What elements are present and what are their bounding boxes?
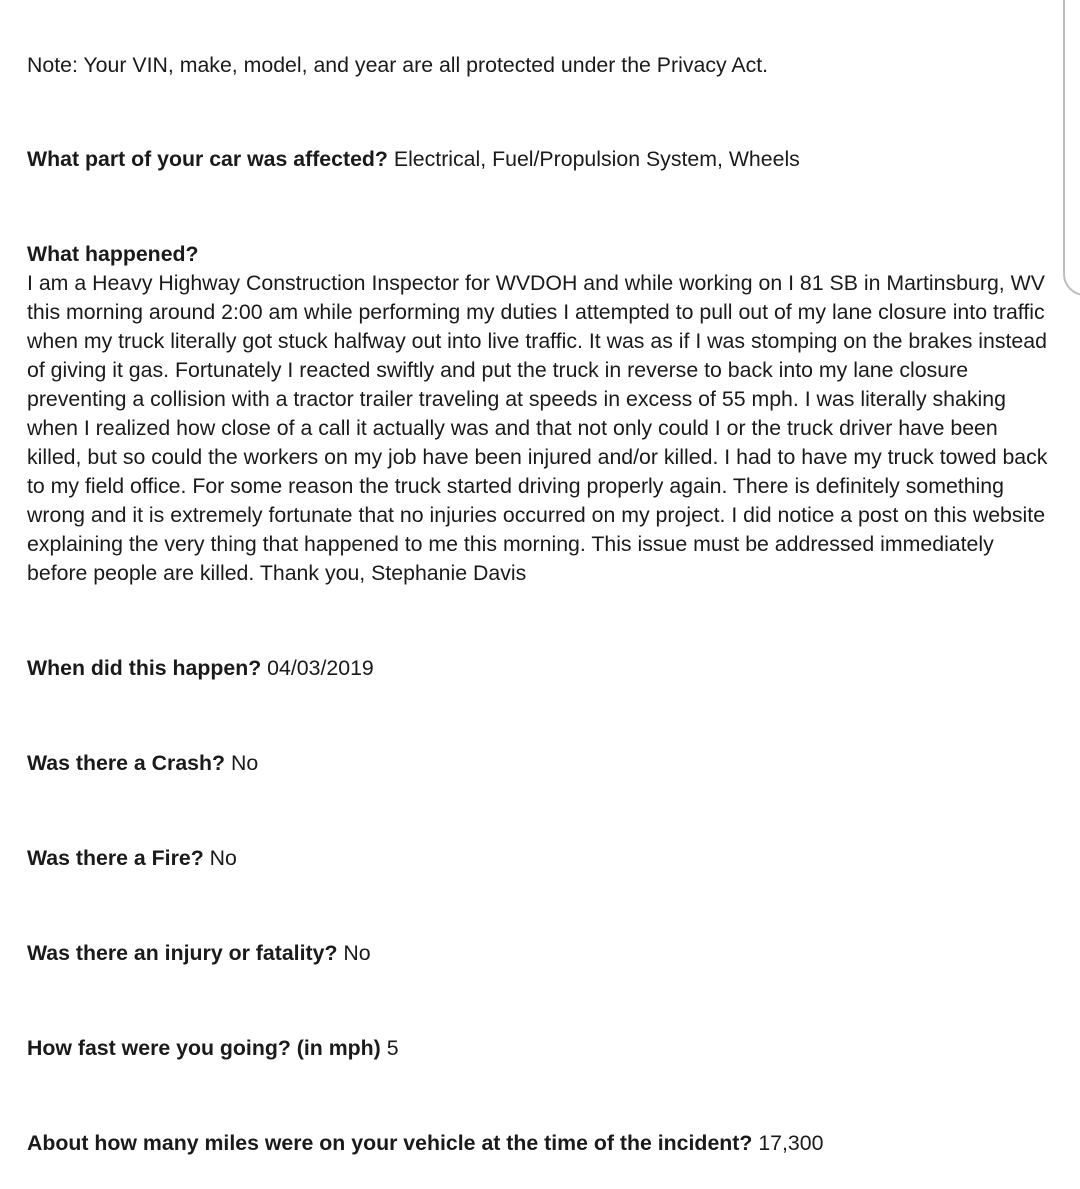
fire-question: Was there a Fire?: [27, 846, 204, 870]
scroll-handle[interactable]: [1063, 0, 1080, 296]
privacy-note: Note: Your VIN, make, model, and year are all protected under the Privacy Act.: [27, 53, 769, 77]
crash-answer: No: [230, 751, 259, 775]
crash-question: Was there a Crash?: [27, 751, 226, 775]
affected-question: What part of your car was affected?: [27, 147, 388, 171]
mileage-answer: 17,300: [758, 1131, 824, 1155]
what-happened-answer: I am a Heavy Highway Construction Inspector for WVDOH and while working on I 81 SB in Martinsburg, WV this morning around 2:00 am while performing my duties I attempted to pull out of my lane closure into traffic when my truck literally got stuck halfway out into live traffic. It was as if I was stomping on the brakes instead of giving it gas. Fortunately I reacted swiftly and put the truck in reverse to back into my lane closure preventing a collision with a tractor trailer traveling at speeds in excess of 55 mph. I was literally shaking when I realized how close of a call it actually was and that not only could I or the truck driver have been killed, but so could the workers on my job have been injured and/or killed. I had to have my truck towed back to my field office. For some reason the truck started driving properly again. There is definitely something wrong and it is extremely fortunate that no injuries occurred on my project. I did notice a post on this website explaining the very thing that happened to me this morning. This issue must be addressed immediately before people are killed. Thank you, Stephanie Davis: [27, 271, 1048, 585]
date-field: [27, 654, 1051, 683]
speed-answer: 5: [386, 1036, 399, 1060]
what-happened-question: What happened?: [27, 242, 199, 266]
date-question: When did this happen?: [27, 656, 262, 680]
complaint-details: [27, 51, 1051, 1158]
mileage-question: About how many miles were on your vehicle at the time of the incident?: [27, 1131, 753, 1155]
injury-field: [27, 939, 1051, 968]
date-answer: 04/03/2019: [267, 656, 374, 680]
mileage-field: [27, 1129, 1051, 1158]
affected-field: [27, 145, 1051, 174]
affected-answer: Electrical, Fuel/Propulsion System, Wheels: [393, 147, 800, 171]
injury-answer: No: [343, 941, 371, 965]
injury-question: Was there an injury or fatality?: [27, 941, 338, 965]
fire-answer: No: [209, 846, 237, 870]
crash-field: [27, 749, 1051, 778]
fire-field: [27, 844, 1051, 873]
speed-question: How fast were you going? (in mph): [27, 1036, 381, 1060]
speed-field: [27, 1034, 1051, 1063]
what-happened-field: [27, 240, 1051, 588]
